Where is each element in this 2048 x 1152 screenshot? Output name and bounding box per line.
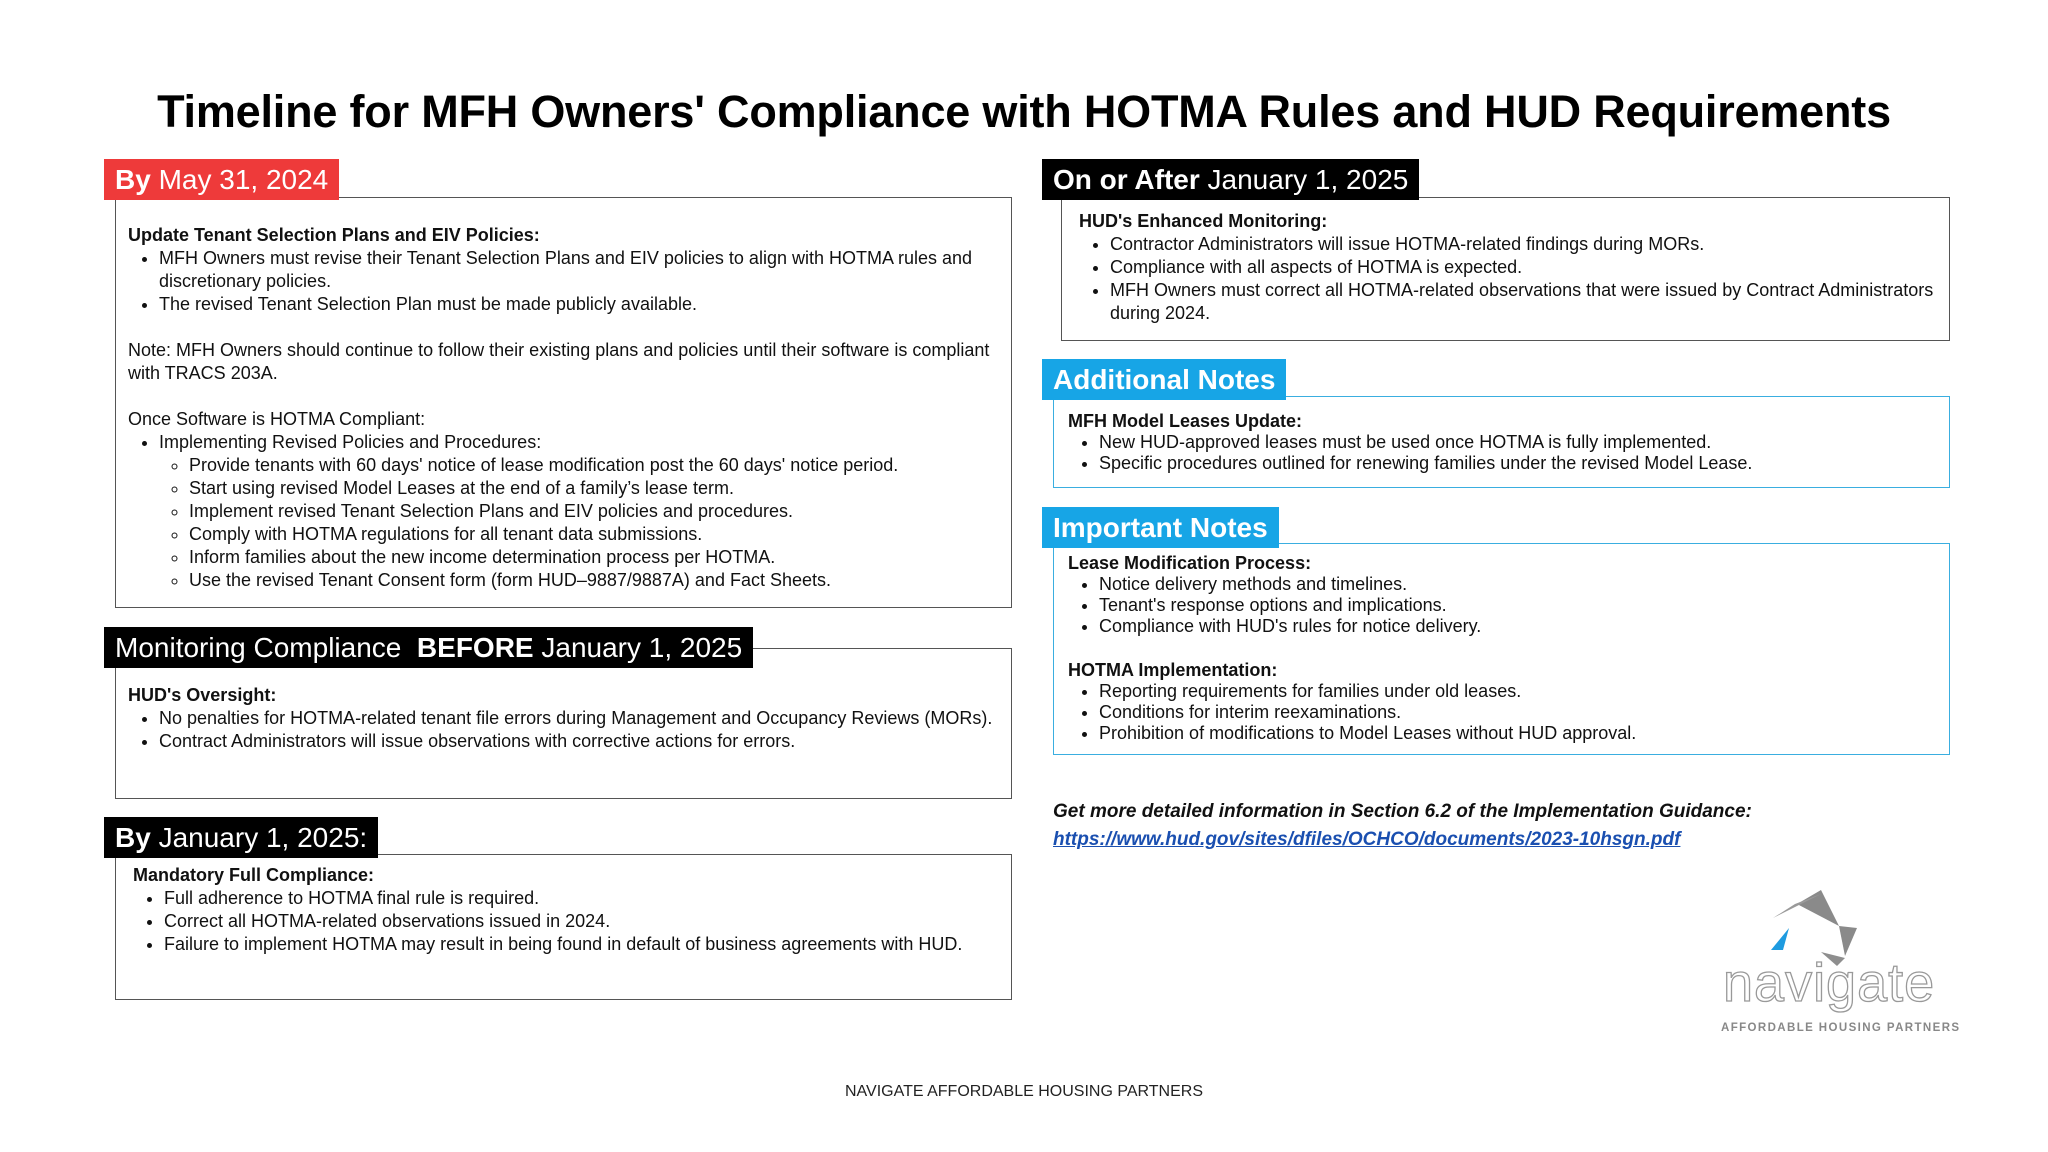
tab-date-text: January 1, 2025 <box>1199 164 1409 195</box>
list-item <box>1110 256 1939 279</box>
list-item <box>1099 616 1939 637</box>
list-item-text: Tenant's response options and implications. <box>1099 595 1447 615</box>
tab-bold-text: Important Notes <box>1053 512 1268 543</box>
bullet-list <box>128 431 1001 592</box>
tab-bold-text: Additional Notes <box>1053 364 1276 395</box>
tab-bold-text: BEFORE <box>416 632 534 663</box>
list-item-text: New HUD-approved leases must be used once HOTMA is fully implemented. <box>1099 432 1712 452</box>
logo-wordmark: navigate <box>1723 953 1936 1013</box>
section-heading: HUD's Oversight: <box>128 685 277 705</box>
footer-text: NAVIGATE AFFORDABLE HOUSING PARTNERS <box>845 1083 1203 1100</box>
bullet-list <box>1068 681 1939 744</box>
tab-bold-text: By <box>115 822 151 853</box>
tab-date-text: May 31, 2024 <box>150 164 329 195</box>
section-box-may-2024 <box>115 197 1012 608</box>
list-item <box>164 933 1001 956</box>
section-heading: HOTMA Implementation: <box>1068 660 1278 680</box>
list-item <box>159 293 1001 316</box>
spacer <box>1068 637 1939 660</box>
list-item-text: The revised Tenant Selection Plan must be made publicly available. <box>159 294 697 314</box>
bullet-list <box>1068 574 1939 637</box>
logo-tagline: AFFORDABLE HOUSING PARTNERS <box>1721 1022 1961 1034</box>
list-item <box>164 910 1001 933</box>
list-item-text: Full adherence to HOTMA final rule is required. <box>164 888 540 908</box>
section-heading: Lease Modification Process: <box>1068 553 1312 573</box>
list-item-text: Implementing Revised Policies and Procedures: <box>159 432 542 452</box>
section-box-important-notes <box>1053 543 1950 755</box>
list-item <box>159 431 1001 592</box>
section-box-jan-2025 <box>115 854 1012 1000</box>
list-item <box>1099 702 1939 723</box>
list-item-text: Contract Administrators will issue observations with corrective actions for errors. <box>159 731 796 751</box>
list-item <box>1110 233 1939 256</box>
bullet-list <box>1079 233 1939 325</box>
tab-text: Monitoring Compliance <box>115 632 417 663</box>
section-heading: Update Tenant Selection Plans and EIV Policies: <box>128 225 540 245</box>
tab-by-may-2024 <box>104 159 339 200</box>
sub-list-item: ◦ Implement revised Tenant Selection Plans and EIV policies and procedures. <box>189 500 1001 523</box>
tab-date-text: January 1, 2025 <box>533 632 743 663</box>
spacer <box>128 316 1001 339</box>
list-item <box>1099 723 1939 744</box>
page-title: Timeline for MFH Owners' Compliance with HOTMA Rules and HUD Requirements <box>157 86 1891 137</box>
list-item <box>1110 279 1939 325</box>
list-item-text: Conditions for interim reexaminations. <box>1099 702 1402 722</box>
section-heading: HUD's Enhanced Monitoring: <box>1079 211 1328 231</box>
tab-on-or-after-2025 <box>1042 159 1419 200</box>
section-paragraph: Note: MFH Owners should continue to follow their existing plans and policies until their software is compliant with TRACS 203A. <box>128 340 990 383</box>
list-item-text: Specific procedures outlined for renewing families under the revised Model Lease. <box>1099 453 1753 473</box>
tab-additional-notes <box>1042 359 1286 400</box>
list-item-text: Reporting requirements for families under old leases. <box>1099 681 1522 701</box>
navigate-logo <box>1715 890 1961 1040</box>
list-item <box>1099 432 1939 453</box>
list-item-text: MFH Owners must revise their Tenant Selection Plans and EIV policies to align with HOTMA rules and discretionary policies. <box>159 248 973 291</box>
list-item-text: Compliance with HUD's rules for notice delivery. <box>1099 616 1482 636</box>
bullet-list <box>128 707 1001 753</box>
bullet-list <box>128 247 1001 316</box>
tab-bold-text: On or After <box>1053 164 1200 195</box>
sub-list-item: ◦ Comply with HOTMA regulations for all tenant data submissions. <box>189 523 1001 546</box>
tab-bold-text: By <box>115 164 151 195</box>
list-item <box>1099 681 1939 702</box>
list-item <box>1099 574 1939 595</box>
section-paragraph: Once Software is HOTMA Compliant: <box>128 409 426 429</box>
sub-list-item: ◦ Inform families about the new income determination process per HOTMA. <box>189 546 1001 569</box>
section-heading: Mandatory Full Compliance: <box>133 865 375 885</box>
spacer <box>128 385 1001 408</box>
sub-list-item: ◦ Start using revised Model Leases at the end of a family’s lease term. <box>189 477 1001 500</box>
bullet-list <box>133 887 1001 956</box>
list-item-text: Failure to implement HOTMA may result in being found in default of business agreements with HUD. <box>164 934 963 954</box>
sub-list-item: ◦ Use the revised Tenant Consent form (form HUD–9887/9887A) and Fact Sheets. <box>189 569 1001 592</box>
list-item-text: Prohibition of modifications to Model Leases without HUD approval. <box>1099 723 1637 743</box>
tab-monitoring-before-2025 <box>104 627 753 668</box>
list-item <box>1099 453 1939 474</box>
list-item-text: Correct all HOTMA-related observations issued in 2024. <box>164 911 611 931</box>
section-heading: MFH Model Leases Update: <box>1068 411 1303 431</box>
more-info <box>1053 798 1752 854</box>
bullet-list <box>1068 432 1939 474</box>
list-item <box>159 247 1001 293</box>
list-item-text: Notice delivery methods and timelines. <box>1099 574 1408 594</box>
more-info-text: Get more detailed information in Section 6.2 of the Implementation Guidance: <box>1053 801 1752 822</box>
sub-bullet-list <box>159 454 1001 592</box>
list-item-text: No penalties for HOTMA-related tenant file errors during Management and Occupancy Reviews (MORs). <box>159 708 993 728</box>
list-item <box>1099 595 1939 616</box>
list-item <box>159 707 1001 730</box>
tab-date-text: January 1, 2025: <box>150 822 368 853</box>
list-item <box>164 887 1001 910</box>
section-box-additional-notes <box>1053 396 1950 488</box>
guidance-link[interactable]: https://www.hud.gov/sites/dfiles/OCHCO/documents/2023-10hsgn.pdf <box>1053 829 1681 850</box>
section-box-on-or-after-2025 <box>1061 197 1950 341</box>
section-box-monitoring-before-2025 <box>115 648 1012 799</box>
list-item <box>159 730 1001 753</box>
list-item-text: MFH Owners must correct all HOTMA-related observations that were issued by Contract Administrators during 2024. <box>1110 280 1934 323</box>
tab-important-notes <box>1042 507 1279 548</box>
list-item-text: Contractor Administrators will issue HOTMA-related findings during MORs. <box>1110 234 1705 254</box>
list-item-text: Compliance with all aspects of HOTMA is expected. <box>1110 257 1523 277</box>
sub-list-item: ◦ Provide tenants with 60 days' notice of lease modification post the 60 days' notice period. <box>189 454 1001 477</box>
tab-by-jan-2025 <box>104 817 378 858</box>
